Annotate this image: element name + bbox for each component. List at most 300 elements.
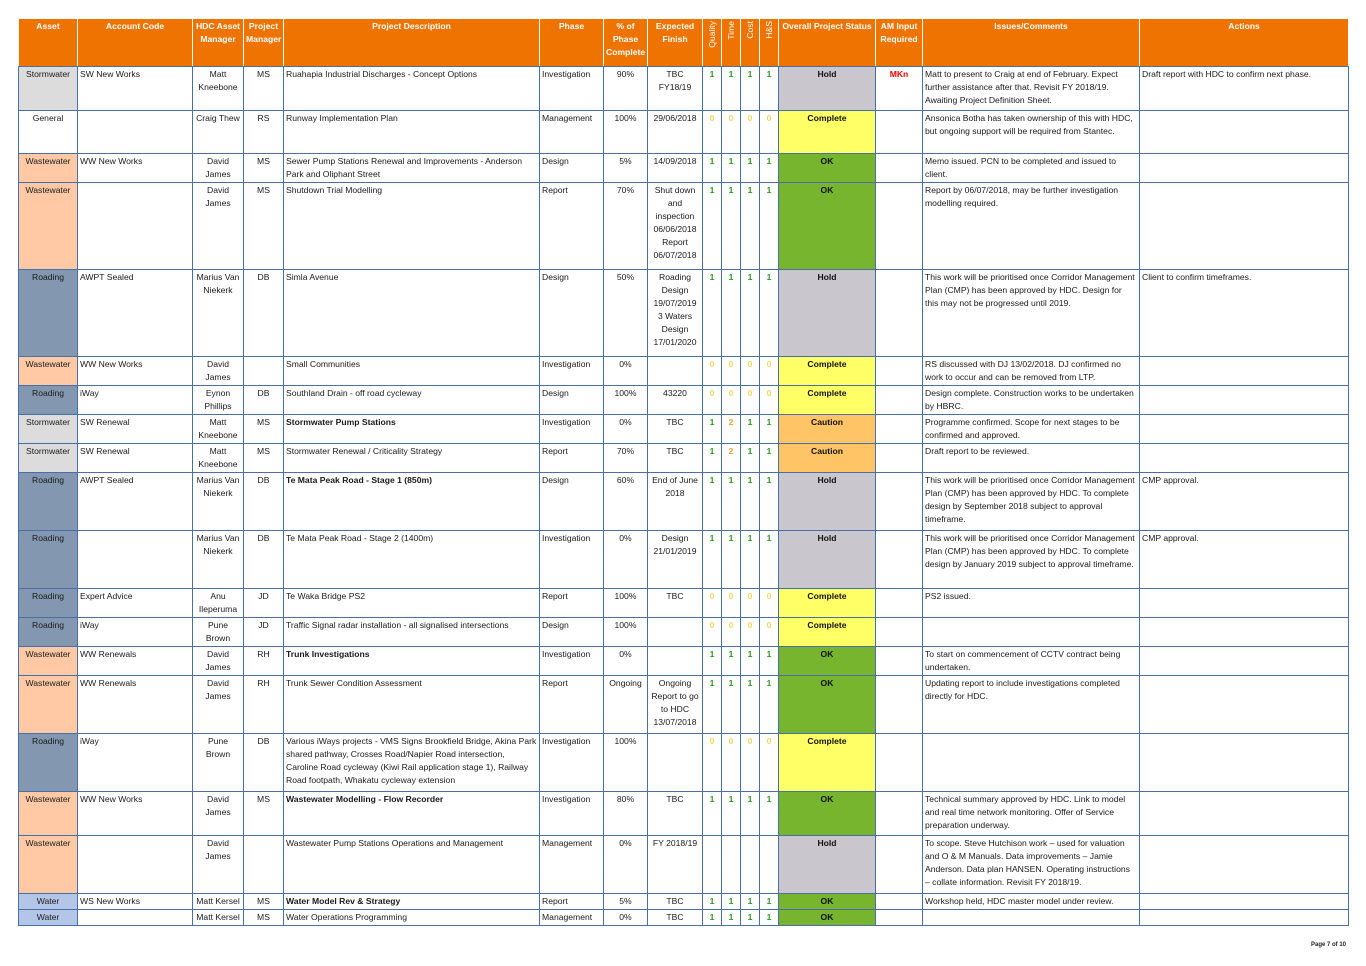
status-badge: OK: [779, 154, 876, 183]
project-manager-cell: DB: [244, 473, 284, 531]
actions-cell: [1140, 676, 1349, 734]
pct-complete-cell: 90%: [604, 67, 648, 111]
cost-score-cell: 0: [741, 111, 760, 154]
header-row: [19, 19, 1349, 67]
project-manager-cell: MS: [244, 894, 284, 910]
project-description-cell: Simla Avenue: [284, 270, 540, 357]
status-badge: Complete: [779, 386, 876, 415]
hs-score-cell: 1: [760, 444, 779, 473]
cost-score-cell: 1: [741, 444, 760, 473]
asset-manager-cell: Craig Thew: [193, 111, 244, 154]
project-description-cell: Ruahapia Industrial Discharges - Concept Options: [284, 67, 540, 111]
asset-manager-cell: David James: [193, 154, 244, 183]
table-row: [19, 154, 1349, 183]
quality-score-cell: 0: [703, 618, 722, 647]
hs-score-cell: 1: [760, 676, 779, 734]
quality-score-cell: 1: [703, 183, 722, 270]
time-score-cell: 0: [722, 589, 741, 618]
expected-finish-cell: 14/09/2018: [648, 154, 703, 183]
project-manager-cell: DB: [244, 531, 284, 589]
am-input-cell: [876, 154, 923, 183]
am-input-cell: [876, 792, 923, 836]
cost-score-cell: 1: [741, 154, 760, 183]
project-manager-cell: [244, 357, 284, 386]
phase-cell: Investigation: [540, 357, 604, 386]
account-code-cell: WW Renewals: [78, 676, 193, 734]
asset-manager-cell: David James: [193, 792, 244, 836]
expected-finish-cell: TBC: [648, 589, 703, 618]
am-input-cell: [876, 183, 923, 270]
project-description-cell: Water Operations Programming: [284, 910, 540, 926]
time-score-cell: 2: [722, 444, 741, 473]
asset-cell: Water: [19, 894, 78, 910]
project-description-cell: Sewer Pump Stations Renewal and Improvements - Anderson Park and Oliphant Street: [284, 154, 540, 183]
pct-complete-cell: 100%: [604, 386, 648, 415]
pct-complete-cell: 0%: [604, 357, 648, 386]
quality-score-cell: 1: [703, 910, 722, 926]
header-pct-complete: % of Phase Complete: [604, 19, 648, 67]
actions-cell: [1140, 386, 1349, 415]
hs-score-cell: 1: [760, 270, 779, 357]
time-score-cell: 1: [722, 792, 741, 836]
hs-score-cell: 0: [760, 734, 779, 792]
pct-complete-cell: 80%: [604, 792, 648, 836]
actions-cell: [1140, 111, 1349, 154]
expected-finish-cell: TBC: [648, 910, 703, 926]
expected-finish-cell: [648, 357, 703, 386]
account-code-cell: [78, 183, 193, 270]
account-code-cell: [78, 531, 193, 589]
asset-cell: Wastewater: [19, 154, 78, 183]
asset-manager-cell: David James: [193, 647, 244, 676]
asset-manager-cell: Marius Van Niekerk: [193, 473, 244, 531]
asset-cell: Stormwater: [19, 67, 78, 111]
am-input-cell: [876, 386, 923, 415]
cost-score-cell: 1: [741, 647, 760, 676]
table-row: [19, 618, 1349, 647]
table-row: [19, 67, 1349, 111]
actions-cell: CMP approval.: [1140, 473, 1349, 531]
time-score-cell: 0: [722, 618, 741, 647]
phase-cell: Investigation: [540, 792, 604, 836]
time-score-cell: [722, 836, 741, 894]
project-manager-cell: MS: [244, 67, 284, 111]
actions-cell: [1140, 183, 1349, 270]
actions-cell: [1140, 836, 1349, 894]
time-score-cell: 1: [722, 473, 741, 531]
am-input-cell: [876, 647, 923, 676]
expected-finish-cell: End of June 2018: [648, 473, 703, 531]
expected-finish-cell: FY 2018/19: [648, 836, 703, 894]
actions-cell: [1140, 910, 1349, 926]
account-code-cell: [78, 836, 193, 894]
asset-cell: Roading: [19, 386, 78, 415]
am-input-cell: [876, 531, 923, 589]
phase-cell: Investigation: [540, 647, 604, 676]
project-description-cell: Wastewater Pump Stations Operations and Management: [284, 836, 540, 894]
asset-cell: Wastewater: [19, 357, 78, 386]
asset-manager-cell: Matt Kneebone: [193, 444, 244, 473]
table-row: [19, 589, 1349, 618]
cost-score-cell: 0: [741, 357, 760, 386]
account-code-cell: SW Renewal: [78, 444, 193, 473]
quality-score-cell: 1: [703, 154, 722, 183]
expected-finish-cell: TBC: [648, 415, 703, 444]
asset-cell: Roading: [19, 734, 78, 792]
quality-score-cell: 1: [703, 270, 722, 357]
expected-finish-cell: 43220: [648, 386, 703, 415]
asset-manager-cell: David James: [193, 836, 244, 894]
hs-score-cell: 1: [760, 531, 779, 589]
quality-score-cell: 1: [703, 415, 722, 444]
header-phase: Phase: [540, 19, 604, 67]
table-row: [19, 415, 1349, 444]
phase-cell: Report: [540, 894, 604, 910]
header-quality: [703, 19, 722, 67]
table-row: [19, 473, 1349, 531]
phase-cell: Design: [540, 386, 604, 415]
phase-cell: Design: [540, 473, 604, 531]
status-badge: Complete: [779, 111, 876, 154]
cost-score-cell: [741, 836, 760, 894]
quality-score-cell: 1: [703, 647, 722, 676]
cost-score-cell: 0: [741, 589, 760, 618]
phase-cell: Management: [540, 836, 604, 894]
time-score-cell: 0: [722, 734, 741, 792]
header-project-manager: Project Manager: [244, 19, 284, 67]
phase-cell: Investigation: [540, 415, 604, 444]
header-am-input: AM Input Required: [876, 19, 923, 67]
status-badge: Complete: [779, 734, 876, 792]
pct-complete-cell: 50%: [604, 270, 648, 357]
phase-cell: Design: [540, 618, 604, 647]
actions-cell: [1140, 618, 1349, 647]
pct-complete-cell: 0%: [604, 910, 648, 926]
project-manager-cell: MS: [244, 792, 284, 836]
asset-manager-cell: Marius Van Niekerk: [193, 531, 244, 589]
quality-score-cell: 0: [703, 111, 722, 154]
quality-score-cell: 0: [703, 386, 722, 415]
hs-score-cell: 1: [760, 183, 779, 270]
issues-cell: This work will be prioritised once Corridor Management Plan (CMP) has been approved by HDC. To complete design by January 2019 subject to approval timeframe.: [923, 531, 1140, 589]
quality-score-cell: 1: [703, 473, 722, 531]
header-account-code: Account Code: [78, 19, 193, 67]
asset-manager-cell: David James: [193, 183, 244, 270]
pct-complete-cell: 5%: [604, 894, 648, 910]
project-description-cell: Trunk Investigations: [284, 647, 540, 676]
header-hs-label: H&S: [763, 21, 774, 39]
status-badge: Hold: [779, 836, 876, 894]
actions-cell: Draft report with HDC to confirm next phase.: [1140, 67, 1349, 111]
phase-cell: Management: [540, 910, 604, 926]
header-hdc-asset-manager: HDC Asset Manager: [193, 19, 244, 67]
asset-cell: Wastewater: [19, 647, 78, 676]
hs-score-cell: 0: [760, 386, 779, 415]
cost-score-cell: 1: [741, 894, 760, 910]
project-description-cell: Stormwater Pump Stations: [284, 415, 540, 444]
quality-score-cell: 1: [703, 444, 722, 473]
header-time-label: Time: [725, 21, 736, 40]
am-input-cell: [876, 444, 923, 473]
cost-score-cell: 1: [741, 792, 760, 836]
issues-cell: To scope. Steve Hutchison work – used for valuation and O & M Manuals. Data improvements – Jamie Anderson. Data plan HANSEN. Operating instructions – collate information. Revisit FY 2018/19.: [923, 836, 1140, 894]
table-row: [19, 444, 1349, 473]
pct-complete-cell: 0%: [604, 647, 648, 676]
pct-complete-cell: 100%: [604, 734, 648, 792]
page-number: Page 7 of 10: [1310, 942, 1346, 948]
phase-cell: Design: [540, 270, 604, 357]
header-cost: [741, 19, 760, 67]
account-code-cell: AWPT Sealed: [78, 270, 193, 357]
project-manager-cell: DB: [244, 270, 284, 357]
quality-score-cell: 1: [703, 676, 722, 734]
time-score-cell: 1: [722, 894, 741, 910]
project-status-table: [18, 18, 1349, 926]
asset-cell: Wastewater: [19, 792, 78, 836]
issues-cell: [923, 734, 1140, 792]
asset-cell: Wastewater: [19, 183, 78, 270]
phase-cell: Investigation: [540, 67, 604, 111]
phase-cell: Design: [540, 154, 604, 183]
actions-cell: [1140, 894, 1349, 910]
actions-cell: [1140, 734, 1349, 792]
asset-cell: Wastewater: [19, 836, 78, 894]
quality-score-cell: 0: [703, 734, 722, 792]
account-code-cell: WW New Works: [78, 357, 193, 386]
am-input-cell: [876, 618, 923, 647]
asset-manager-cell: David James: [193, 676, 244, 734]
account-code-cell: Expert Advice: [78, 589, 193, 618]
am-input-cell: [876, 415, 923, 444]
time-score-cell: 0: [722, 111, 741, 154]
asset-manager-cell: Matt Kersel: [193, 910, 244, 926]
issues-cell: [923, 618, 1140, 647]
account-code-cell: AWPT Sealed: [78, 473, 193, 531]
account-code-cell: SW Renewal: [78, 415, 193, 444]
time-score-cell: 1: [722, 270, 741, 357]
project-description-cell: Te Waka Bridge PS2: [284, 589, 540, 618]
am-input-cell: [876, 734, 923, 792]
quality-score-cell: 0: [703, 357, 722, 386]
time-score-cell: 2: [722, 415, 741, 444]
issues-cell: Workshop held, HDC master model under review.: [923, 894, 1140, 910]
issues-cell: Updating report to include investigations completed directly for HDC.: [923, 676, 1140, 734]
project-manager-cell: MS: [244, 444, 284, 473]
status-badge: Caution: [779, 415, 876, 444]
quality-score-cell: 1: [703, 531, 722, 589]
project-manager-cell: JD: [244, 618, 284, 647]
asset-cell: General: [19, 111, 78, 154]
quality-score-cell: 1: [703, 894, 722, 910]
project-description-cell: Traffic Signal radar installation - all signalised intersections: [284, 618, 540, 647]
account-code-cell: SW New Works: [78, 67, 193, 111]
cost-score-cell: 1: [741, 473, 760, 531]
account-code-cell: WS New Works: [78, 894, 193, 910]
header-actions: Actions: [1140, 19, 1349, 67]
status-badge: OK: [779, 792, 876, 836]
issues-cell: Programme confirmed. Scope for next stages to be confirmed and approved.: [923, 415, 1140, 444]
pct-complete-cell: 100%: [604, 589, 648, 618]
quality-score-cell: 1: [703, 67, 722, 111]
hs-score-cell: 1: [760, 792, 779, 836]
actions-cell: [1140, 589, 1349, 618]
expected-finish-cell: [648, 647, 703, 676]
time-score-cell: 0: [722, 386, 741, 415]
issues-cell: Memo issued. PCN to be completed and issued to client.: [923, 154, 1140, 183]
status-badge: Hold: [779, 270, 876, 357]
project-manager-cell: MS: [244, 183, 284, 270]
am-input-cell: [876, 357, 923, 386]
hs-score-cell: 0: [760, 357, 779, 386]
actions-cell: [1140, 154, 1349, 183]
project-manager-cell: [244, 836, 284, 894]
status-badge: Caution: [779, 444, 876, 473]
table-row: [19, 183, 1349, 270]
asset-cell: Roading: [19, 589, 78, 618]
hs-score-cell: 0: [760, 111, 779, 154]
hs-score-cell: 1: [760, 910, 779, 926]
cost-score-cell: 1: [741, 531, 760, 589]
hs-score-cell: 0: [760, 589, 779, 618]
pct-complete-cell: 60%: [604, 473, 648, 531]
project-manager-cell: RH: [244, 676, 284, 734]
status-badge: OK: [779, 894, 876, 910]
asset-manager-cell: David James: [193, 357, 244, 386]
table-row: [19, 270, 1349, 357]
asset-cell: Roading: [19, 531, 78, 589]
expected-finish-cell: TBC FY18/19: [648, 67, 703, 111]
phase-cell: Investigation: [540, 734, 604, 792]
asset-manager-cell: Anu Ileperuma: [193, 589, 244, 618]
project-description-cell: Southland Drain - off road cycleway: [284, 386, 540, 415]
expected-finish-cell: TBC: [648, 792, 703, 836]
am-input-cell: [876, 894, 923, 910]
status-badge: Complete: [779, 357, 876, 386]
quality-score-cell: 0: [703, 589, 722, 618]
cost-score-cell: 0: [741, 734, 760, 792]
pct-complete-cell: Ongoing: [604, 676, 648, 734]
cost-score-cell: 1: [741, 67, 760, 111]
pct-complete-cell: 70%: [604, 444, 648, 473]
status-badge: Complete: [779, 589, 876, 618]
issues-cell: RS discussed with DJ 13/02/2018. DJ confirmed no work to occur and can be removed from LTP.: [923, 357, 1140, 386]
project-manager-cell: RH: [244, 647, 284, 676]
expected-finish-cell: TBC: [648, 444, 703, 473]
time-score-cell: 1: [722, 910, 741, 926]
asset-manager-cell: Matt Kersel: [193, 894, 244, 910]
project-description-cell: Various iWays projects - VMS Signs Brookfield Bridge, Akina Park shared pathway, Crosses Road/Napier Road intersection, Caroline Road cycleway (Kiwi Rail application stage 1), Railway Road footpath, Whakatu cycleway extension: [284, 734, 540, 792]
account-code-cell: WW New Works: [78, 154, 193, 183]
project-description-cell: Stormwater Renewal / Criticality Strategy: [284, 444, 540, 473]
project-description-cell: Te Mata Peak Road - Stage 1 (850m): [284, 473, 540, 531]
issues-cell: This work will be prioritised once Corridor Management Plan (CMP) has been approved by HDC. To complete design by September 2018 subject to approval timeframe.: [923, 473, 1140, 531]
time-score-cell: 1: [722, 183, 741, 270]
table-row: [19, 647, 1349, 676]
cost-score-cell: 1: [741, 415, 760, 444]
asset-cell: Roading: [19, 618, 78, 647]
issues-cell: Draft report to be reviewed.: [923, 444, 1140, 473]
phase-cell: Management: [540, 111, 604, 154]
project-manager-cell: MS: [244, 154, 284, 183]
asset-manager-cell: Matt Kneebone: [193, 415, 244, 444]
account-code-cell: [78, 910, 193, 926]
actions-cell: Client to confirm timeframes.: [1140, 270, 1349, 357]
pct-complete-cell: 100%: [604, 618, 648, 647]
cost-score-cell: 1: [741, 270, 760, 357]
project-description-cell: Shutdown Trial Modelling: [284, 183, 540, 270]
account-code-cell: WW New Works: [78, 792, 193, 836]
am-input-cell: MKn: [876, 67, 923, 111]
header-issues: Issues/Comments: [923, 19, 1140, 67]
project-description-cell: Small Communities: [284, 357, 540, 386]
asset-manager-cell: Pune Brown: [193, 734, 244, 792]
issues-cell: Technical summary approved by HDC. Link to model and real time network monitoring. Offer of Service preparation underway.: [923, 792, 1140, 836]
table-body: [19, 67, 1349, 926]
table-row: [19, 676, 1349, 734]
cost-score-cell: 0: [741, 386, 760, 415]
header-overall-status: Overall Project Status: [779, 19, 876, 67]
table-row: [19, 910, 1349, 926]
table-row: [19, 531, 1349, 589]
account-code-cell: WW Renewals: [78, 647, 193, 676]
issues-cell: Report by 06/07/2018, may be further investigation modelling required.: [923, 183, 1140, 270]
project-description-cell: Trunk Sewer Condition Assessment: [284, 676, 540, 734]
asset-cell: Wastewater: [19, 676, 78, 734]
project-description-cell: Te Mata Peak Road - Stage 2 (1400m): [284, 531, 540, 589]
table-row: [19, 836, 1349, 894]
phase-cell: Report: [540, 589, 604, 618]
table-row: [19, 357, 1349, 386]
expected-finish-cell: Design 21/01/2019: [648, 531, 703, 589]
asset-cell: Roading: [19, 270, 78, 357]
quality-score-cell: 1: [703, 792, 722, 836]
actions-cell: CMP approval.: [1140, 531, 1349, 589]
am-input-cell: [876, 473, 923, 531]
project-manager-cell: MS: [244, 415, 284, 444]
asset-manager-cell: Pune Brown: [193, 618, 244, 647]
pct-complete-cell: 0%: [604, 836, 648, 894]
table-row: [19, 792, 1349, 836]
cost-score-cell: 1: [741, 910, 760, 926]
header-project-description: Project Description: [284, 19, 540, 67]
asset-cell: Roading: [19, 473, 78, 531]
time-score-cell: 0: [722, 357, 741, 386]
status-badge: Complete: [779, 618, 876, 647]
phase-cell: Report: [540, 183, 604, 270]
issues-cell: [923, 910, 1140, 926]
time-score-cell: 1: [722, 647, 741, 676]
header-time: [722, 19, 741, 67]
project-manager-cell: DB: [244, 386, 284, 415]
table-row: [19, 111, 1349, 154]
header-expected-finish: Expected Finish: [648, 19, 703, 67]
header-hs: [760, 19, 779, 67]
table-row: [19, 734, 1349, 792]
status-badge: OK: [779, 676, 876, 734]
project-description-cell: Wastewater Modelling - Flow Recorder: [284, 792, 540, 836]
asset-manager-cell: Matt Kneebone: [193, 67, 244, 111]
status-badge: Hold: [779, 473, 876, 531]
issues-cell: Design complete. Construction works to be undertaken by HBRC.: [923, 386, 1140, 415]
project-manager-cell: JD: [244, 589, 284, 618]
header-cost-label: Cost: [744, 21, 755, 39]
asset-cell: Water: [19, 910, 78, 926]
am-input-cell: [876, 836, 923, 894]
expected-finish-cell: [648, 618, 703, 647]
issues-cell: This work will be prioritised once Corridor Management Plan (CMP) has been approved by HDC. Design for this may not be progressed until 2019.: [923, 270, 1140, 357]
asset-manager-cell: Eynon Phillips: [193, 386, 244, 415]
pct-complete-cell: 0%: [604, 531, 648, 589]
